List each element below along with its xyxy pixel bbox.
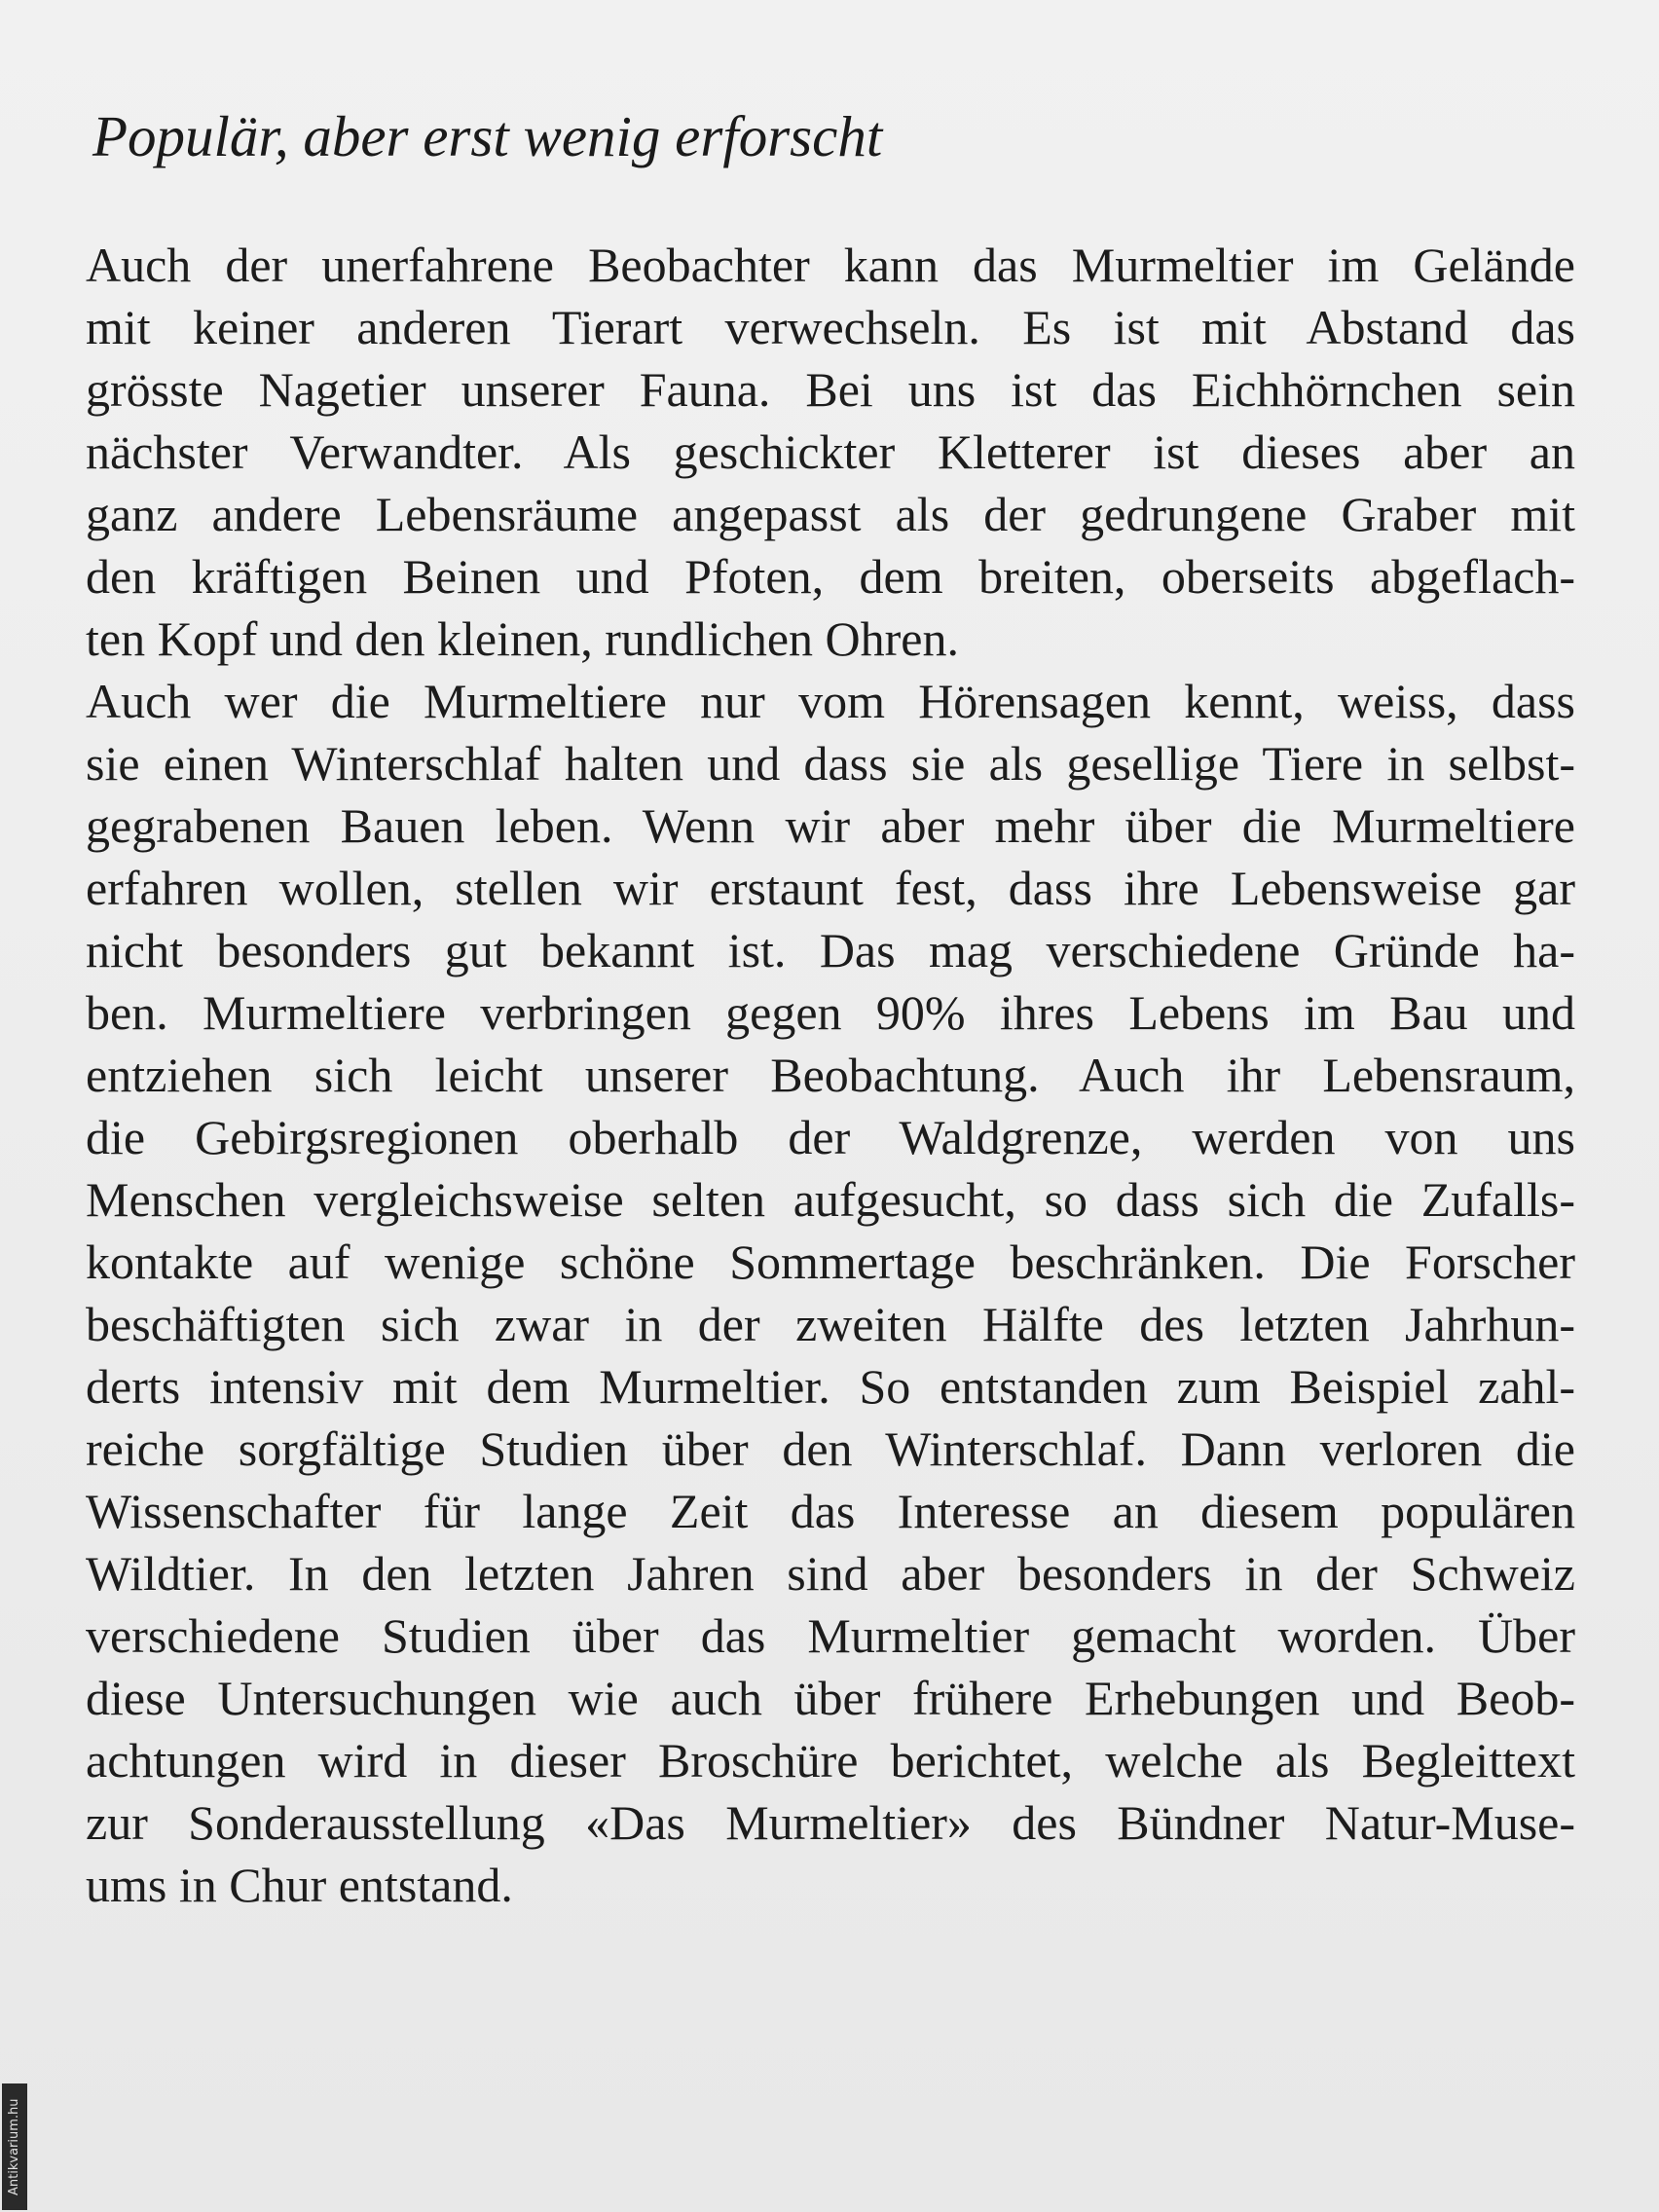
paragraph-2 [86,670,1575,1916]
text-line: sie einen Winterschlaf halten und dass sie als gesellige Tiere in selbst- [86,736,1575,791]
text-line: Auch wer die Murmeltiere nur vom Hörensagen kennt, weiss, dass [86,674,1575,728]
text-line: diese Untersuchungen wie auch über frühere Erhebungen und Beob- [86,1671,1575,1725]
text-line: beschäftigten sich zwar in der zweiten Hälfte des letzten Jahrhun- [86,1297,1575,1351]
text-line: ums in Chur entstand. [86,1858,513,1912]
body-text [86,234,1575,1916]
text-line: kontakte auf wenige schöne Sommertage beschränken. Die Forscher [86,1235,1575,1289]
text-line: nicht besonders gut bekannt ist. Das mag verschiedene Gründe ha- [86,923,1575,977]
text-line: Auch der unerfahrene Beobachter kann das Murmeltier im Gelände [86,238,1575,292]
text-line: gegrabenen Bauen leben. Wenn wir aber mehr über die Murmeltiere [86,798,1575,853]
text-line: entziehen sich leicht unserer Beobachtung. Auch ihr Lebensraum, [86,1048,1575,1102]
text-line: erfahren wollen, stellen wir erstaunt fest, dass ihre Lebensweise gar [86,861,1575,915]
text-line: nächster Verwandter. Als geschickter Kletterer ist dieses aber an [86,424,1575,479]
text-line: reiche sorgfältige Studien über den Winterschlaf. Dann verloren die [86,1421,1575,1476]
paragraph-1 [86,234,1575,670]
text-line: zur Sonderausstellung «Das Murmeltier» des Bündner Natur-Muse- [86,1795,1575,1850]
text-line: Wildtier. In den letzten Jahren sind aber besonders in der Schweiz [86,1546,1575,1601]
watermark-label: Antikvarium.hu [2,2083,27,2210]
text-line: achtungen wird in dieser Broschüre berichtet, welche als Begleittext [86,1733,1575,1788]
text-line: den kräftigen Beinen und Pfoten, dem breiten, oberseits abgeflach- [86,549,1575,604]
section-heading: Populär, aber erst wenig erforscht [92,104,883,168]
text-line: ben. Murmeltiere verbringen gegen 90% ihres Lebens im Bau und [86,985,1575,1040]
text-line: Menschen vergleichsweise selten aufgesucht, so dass sich die Zufalls- [86,1172,1575,1227]
text-line: grösste Nagetier unserer Fauna. Bei uns ist das Eichhörnchen sein [86,362,1575,417]
text-line: verschiedene Studien über das Murmeltier gemacht worden. Über [86,1608,1575,1663]
text-line: die Gebirgsregionen oberhalb der Waldgrenze, werden von uns [86,1110,1575,1164]
text-line: Wissenschafter für lange Zeit das Interesse an diesem populären [86,1484,1575,1538]
text-line: mit keiner anderen Tierart verwechseln. Es ist mit Abstand das [86,300,1575,354]
text-line: ten Kopf und den kleinen, rundlichen Ohren. [86,611,959,666]
text-line: derts intensiv mit dem Murmeltier. So entstanden zum Beispiel zahl- [86,1359,1575,1414]
text-line: ganz andere Lebensräume angepasst als der gedrungene Graber mit [86,487,1575,541]
